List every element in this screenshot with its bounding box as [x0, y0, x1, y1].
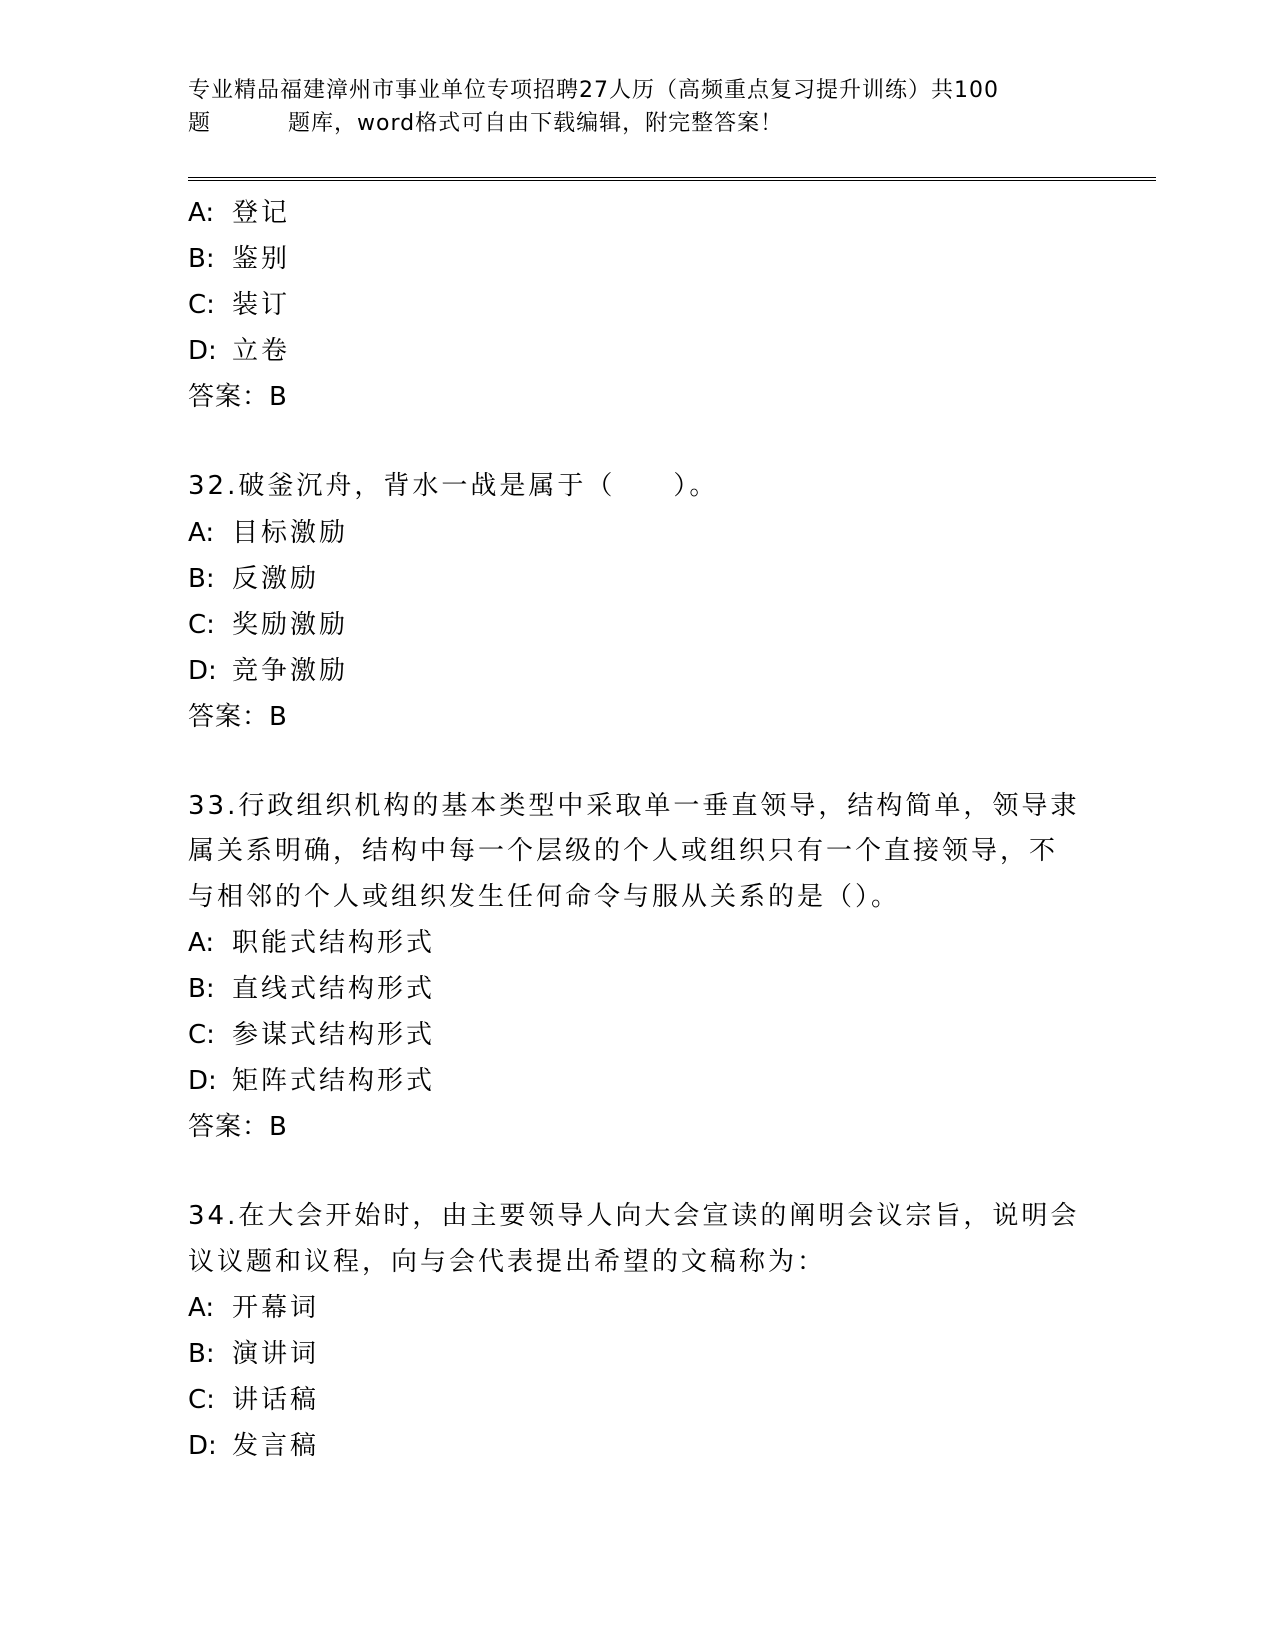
question-stem: 32.破釜沉舟，背水一战是属于（ ）。 [188, 471, 719, 501]
option-c: C: 讲话稿 [188, 1385, 320, 1415]
question-stem: 34.在大会开始时，由主要领导人向大会宣读的阐明会议宗旨，说明会 议议题和议程，向与会代表提出希望的文稿称为： [188, 1201, 1080, 1277]
option-d: D: 竞争激励 [188, 655, 349, 686]
answer-line: 答案：B [188, 382, 288, 412]
header-line-2 [188, 107, 1068, 140]
option-d: D: 发言稿 [188, 1431, 320, 1461]
option-a: A: 开幕词 [188, 1293, 320, 1323]
header-line-2-lead: 题 [188, 111, 212, 136]
document-header [188, 74, 1068, 140]
question-32 [188, 464, 1088, 740]
option-a: A: 职能式结构形式 [188, 928, 436, 958]
option-c: C: 装订 [188, 290, 291, 320]
option-d: D: 矩阵式结构形式 [188, 1066, 436, 1096]
answer-line: 答案：B [188, 1112, 288, 1142]
option-b: B: 反激励 [188, 563, 320, 594]
question-33 [188, 784, 1088, 1151]
question-34 [188, 1194, 1088, 1469]
answer-line: 答案：B [188, 701, 288, 732]
question-stem: 33.行政组织机构的基本类型中采取单一垂直领导，结构简单，领导隶 属关系明确，结构中每一个层级的个人或组织只有一个直接领导，不 与相邻的个人或组织发生任何命令与服从关系的是（）。 [188, 790, 1080, 912]
option-b: B: 演讲词 [188, 1339, 320, 1369]
partial-question [188, 190, 1088, 420]
option-b: B: 直线式结构形式 [188, 974, 436, 1004]
question-content [188, 190, 1088, 1469]
header-line-2-rest: 题库，word格式可自由下载编辑，附完整答案！ [288, 111, 784, 136]
option-c: C: 奖励激励 [188, 609, 349, 640]
option-b: B: 鉴别 [188, 244, 291, 274]
option-a: A: 登记 [188, 198, 291, 228]
option-d: D: 立卷 [188, 336, 291, 366]
option-c: C: 参谋式结构形式 [188, 1020, 436, 1050]
option-a: A: 目标激励 [188, 517, 349, 548]
header-line-1: 专业精品福建漳州市事业单位专项招聘27人历（高频重点复习提升训练）共100 [188, 78, 999, 103]
header-divider [188, 177, 1156, 181]
